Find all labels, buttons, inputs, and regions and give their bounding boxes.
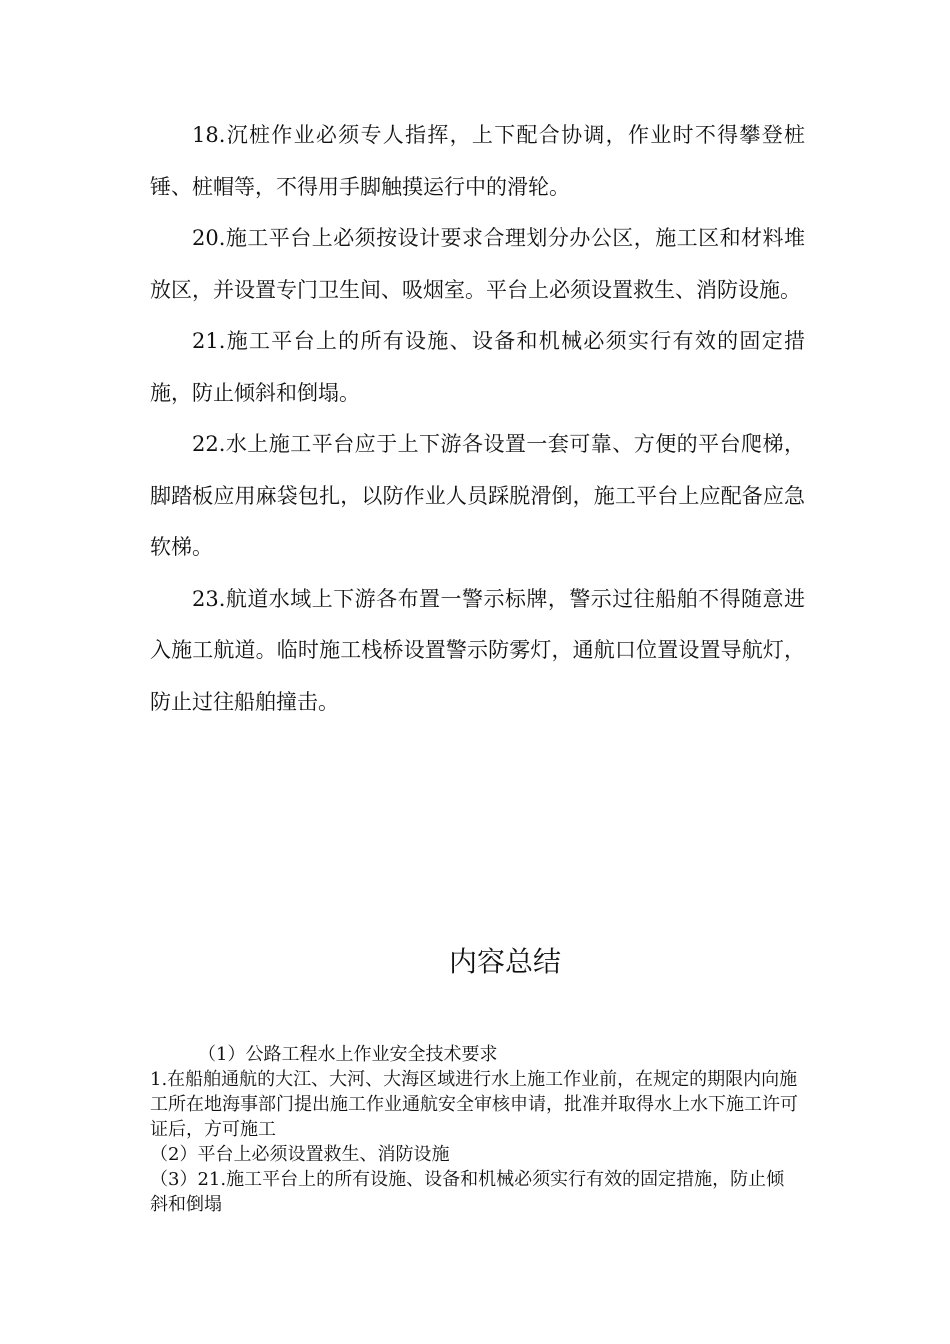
body-text [150,110,805,728]
paragraph-23: 23.航道水域上下游各布置一警示标牌，警示过往船舶不得随意进入施工航道。临时施工栈桥设置警示防雾灯，通航口位置设置导航灯，防止过往船舶撞击。 [150,586,805,714]
summary-item-2: （2）平台上必须设置救生、消防设施 [150,1144,450,1165]
paragraph-22: 22.水上施工平台应于上下游各设置一套可靠、方便的平台爬梯，脚踏板应用麻袋包扎，以防作业人员踩脱滑倒，施工平台上应配备应急软梯。 [150,432,805,559]
paragraph-21: 21.施工平台上的所有设施、设备和机械必须实行有效的固定措施，防止倾斜和倒塌。 [150,329,805,405]
summary-title: 内容总结 [448,945,561,978]
summary-section [150,1042,800,1217]
summary-heading: （1）公路工程水上作业安全技术要求 [198,1044,498,1065]
paragraph-20: 20.施工平台上必须按设计要求合理划分办公区，施工区和材料堆放区，并设置专门卫生间、吸烟室。平台上必须设置救生、消防设施。 [150,226,805,302]
summary-item-1: 1.在船舶通航的大江、大河、大海区域进行水上施工作业前，在规定的期限内向施工所在地海事部门提出施工作业通航安全审核申请，批准并取得水上水下施工许可证后，方可施工 [150,1069,798,1140]
paragraph-18: 18.沉桩作业必须专人指挥，上下配合协调，作业时不得攀登桩锤、桩帽等，不得用手脚触摸运行中的滑轮。 [150,123,805,199]
summary-item-3: （3）21.施工平台上的所有设施、设备和机械必须实行有效的固定措施，防止倾斜和倒塌 [150,1169,785,1215]
